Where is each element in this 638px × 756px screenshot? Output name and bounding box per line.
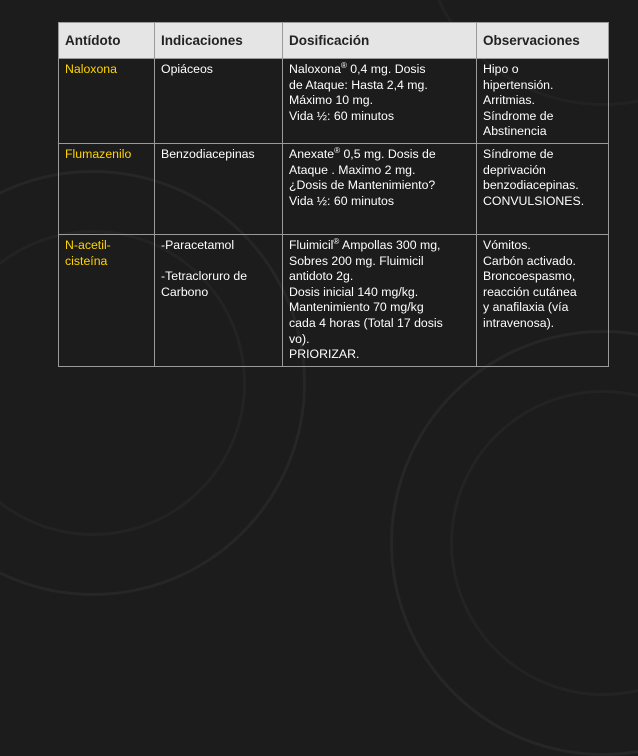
header-observaciones: Observaciones <box>477 23 609 59</box>
cell-line: Síndrome de <box>483 108 554 123</box>
table-header-row <box>59 23 609 59</box>
cell-line: reacción cutánea <box>483 284 577 299</box>
cell-line: Mantenimiento 70 mg/kg <box>289 300 424 315</box>
cell-antidoto <box>59 234 155 366</box>
cell-line: Naloxona® 0,4 mg. Dosis <box>289 61 426 76</box>
background-arc <box>450 390 638 696</box>
header-antidoto: Antídoto <box>59 23 155 59</box>
cell-line: Vida ½: 60 minutos <box>289 193 395 208</box>
cell-line: Broncoespasmo, <box>483 269 576 284</box>
antidote-table <box>58 22 609 367</box>
cell-line: Ataque . Maximo 2 mg. <box>289 162 416 177</box>
cell-observaciones <box>477 59 609 144</box>
cell-indicaciones <box>155 234 283 366</box>
cell-line: Benzodiacepinas <box>161 146 255 161</box>
cell-line: Vida ½: 60 minutos <box>289 108 395 123</box>
cell-line: cada 4 horas (Total 17 dosis <box>289 315 443 330</box>
cell-indicaciones <box>155 59 283 144</box>
header-dosificacion: Dosificación <box>283 23 477 59</box>
cell-line: Naloxona <box>65 62 117 76</box>
cell-line: cisteína <box>65 253 108 268</box>
cell-antidoto <box>59 143 155 234</box>
cell-line: -Paracetamol <box>161 237 235 252</box>
cell-line: Arritmias. <box>483 93 535 108</box>
cell-line: Anexate® 0,5 mg. Dosis de <box>289 145 436 161</box>
cell-line: PRIORIZAR. <box>289 347 360 362</box>
cell-line: y anafilaxia (vía <box>483 300 569 315</box>
cell-line: Flumazenilo <box>65 146 132 161</box>
cell-dosificacion <box>283 234 477 366</box>
cell-line: Dosis inicial 140 mg/kg. <box>289 284 419 299</box>
cell-dosificacion <box>283 59 477 144</box>
cell-antidoto <box>59 59 155 144</box>
cell-line <box>161 254 276 270</box>
cell-line: -Tetracloruro de <box>161 269 248 284</box>
cell-line: Síndrome de <box>483 146 554 161</box>
cell-line: N-acetil- <box>65 237 111 252</box>
cell-line: Hipo o <box>483 62 519 76</box>
cell-dosificacion <box>283 143 477 234</box>
cell-line: Máximo 10 mg. <box>289 93 374 108</box>
cell-indicaciones <box>155 143 283 234</box>
cell-line: Opiáceos <box>161 62 213 76</box>
cell-line: deprivación <box>483 162 546 177</box>
cell-line: de Ataque: Hasta 2,4 mg. <box>289 77 428 92</box>
cell-line: Abstinencia <box>483 124 547 139</box>
header-indicaciones: Indicaciones <box>155 23 283 59</box>
cell-line: Carbono <box>161 284 209 299</box>
background-arc <box>390 330 638 756</box>
cell-line: CONVULSIONES. <box>483 193 585 208</box>
cell-line: Vómitos. <box>483 237 531 252</box>
cell-line: Fluimicil® Ampollas 300 mg, <box>289 236 441 252</box>
cell-line: intravenosa). <box>483 315 555 330</box>
table-row <box>59 234 609 366</box>
table-row <box>59 59 609 144</box>
table-row <box>59 143 609 234</box>
cell-line: hipertensión. <box>483 77 554 92</box>
cell-observaciones <box>477 234 609 366</box>
cell-line: ¿Dosis de Mantenimiento? <box>289 178 436 193</box>
cell-line: vo). <box>289 331 310 346</box>
cell-line: Sobres 200 mg. Fluimicil <box>289 253 424 268</box>
cell-line: benzodiacepinas. <box>483 178 579 193</box>
cell-line: antidoto 2g. <box>289 269 354 284</box>
cell-line: Carbón activado. <box>483 253 576 268</box>
cell-observaciones <box>477 143 609 234</box>
